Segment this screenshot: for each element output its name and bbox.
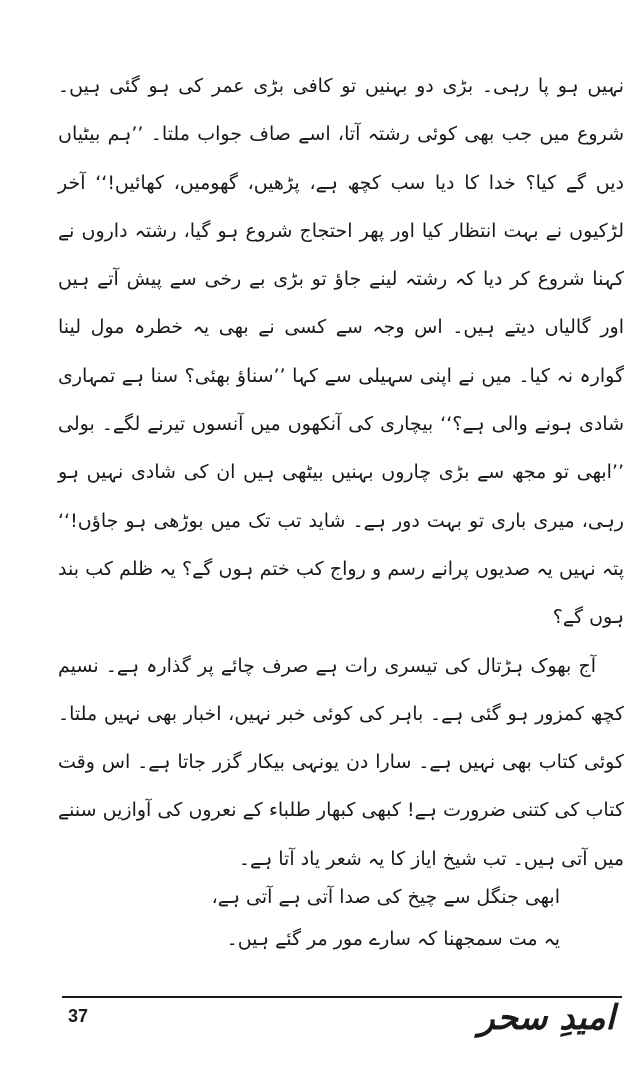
paragraph-2: آج بھوک ہڑتال کی تیسری رات ہے صرف چائے پر گذارہ ہے۔ نسیم کچھ کمزور ہو گئی ہے۔ باہر کی کوئی خبر نہیں، اخبار بھی نہیں ملتا۔ کوئی کتاب بھی نہیں ہے۔ سارا دن یونہی بیکار گزر جاتا ہے۔ اس وقت کتاب کی کتنی ضرورت ہے! کبھی کبھار طلباء کے نعروں کی آوازیں سننے میں آتی ہیں۔ تب شیخ ایاز کا یہ شعر یاد آتا ہے۔	[58, 654, 624, 870]
poem-line-1: ابھی جنگل سے چیخ کی صدا آتی ہے آتی ہے،	[211, 886, 560, 908]
poem-verse	[140, 876, 560, 960]
body-text	[58, 62, 624, 883]
page-number: 37	[68, 1006, 89, 1026]
poem-line-2: یہ مت سمجھنا کہ سارے مور مر گئے ہیں۔	[226, 928, 560, 950]
book-title-logo: امیدِ سحر	[478, 998, 615, 1038]
paragraph-1: نہیں ہو پا رہی۔ بڑی دو بہنیں تو کافی بڑی عمر کی ہو گئی ہیں۔ شروع میں جب بھی کوئی رشتہ آتا، اسے صاف جواب ملتا۔ ’’ہم بیٹیاں دیں گے کیا؟ خدا کا دیا سب کچھ ہے، پڑھیں، گھومیں، کھائیں!‘‘ آخر لڑکیوں نے بہت انتظار کیا اور پھر احتجاج شروع ہو گیا، رشتہ داروں نے کہنا شروع کر دیا کہ رشتہ لینے جاؤ تو بڑی بے رخی سے پیش آتے ہیں اور گالیاں دیتے ہیں۔ اس وجہ سے کسی نے بھی یہ خطرہ مول لینا گوارہ نہ کیا۔ میں نے اپنی سہیلی سے کہا ’’سناؤ بھئی؟ سنا ہے تمہاری شادی ہونے والی ہے؟‘‘ بیچاری کی آنکھوں میں آنسوں تیرنے لگے۔ بولی ’’ابھی تو مجھ سے بڑی چاروں بہنیں بیٹھی ہیں ان کی شادی نہیں ہو رہی، میری باری تو بہت دور ہے۔ شاید تب تک میں بوڑھی ہو جاؤں!‘‘ پتہ نہیں یہ صدیوں پرانے رسم و رواج کب ختم ہوں گے؟ یہ ظلم کب بند ہوں گے؟	[58, 75, 624, 629]
